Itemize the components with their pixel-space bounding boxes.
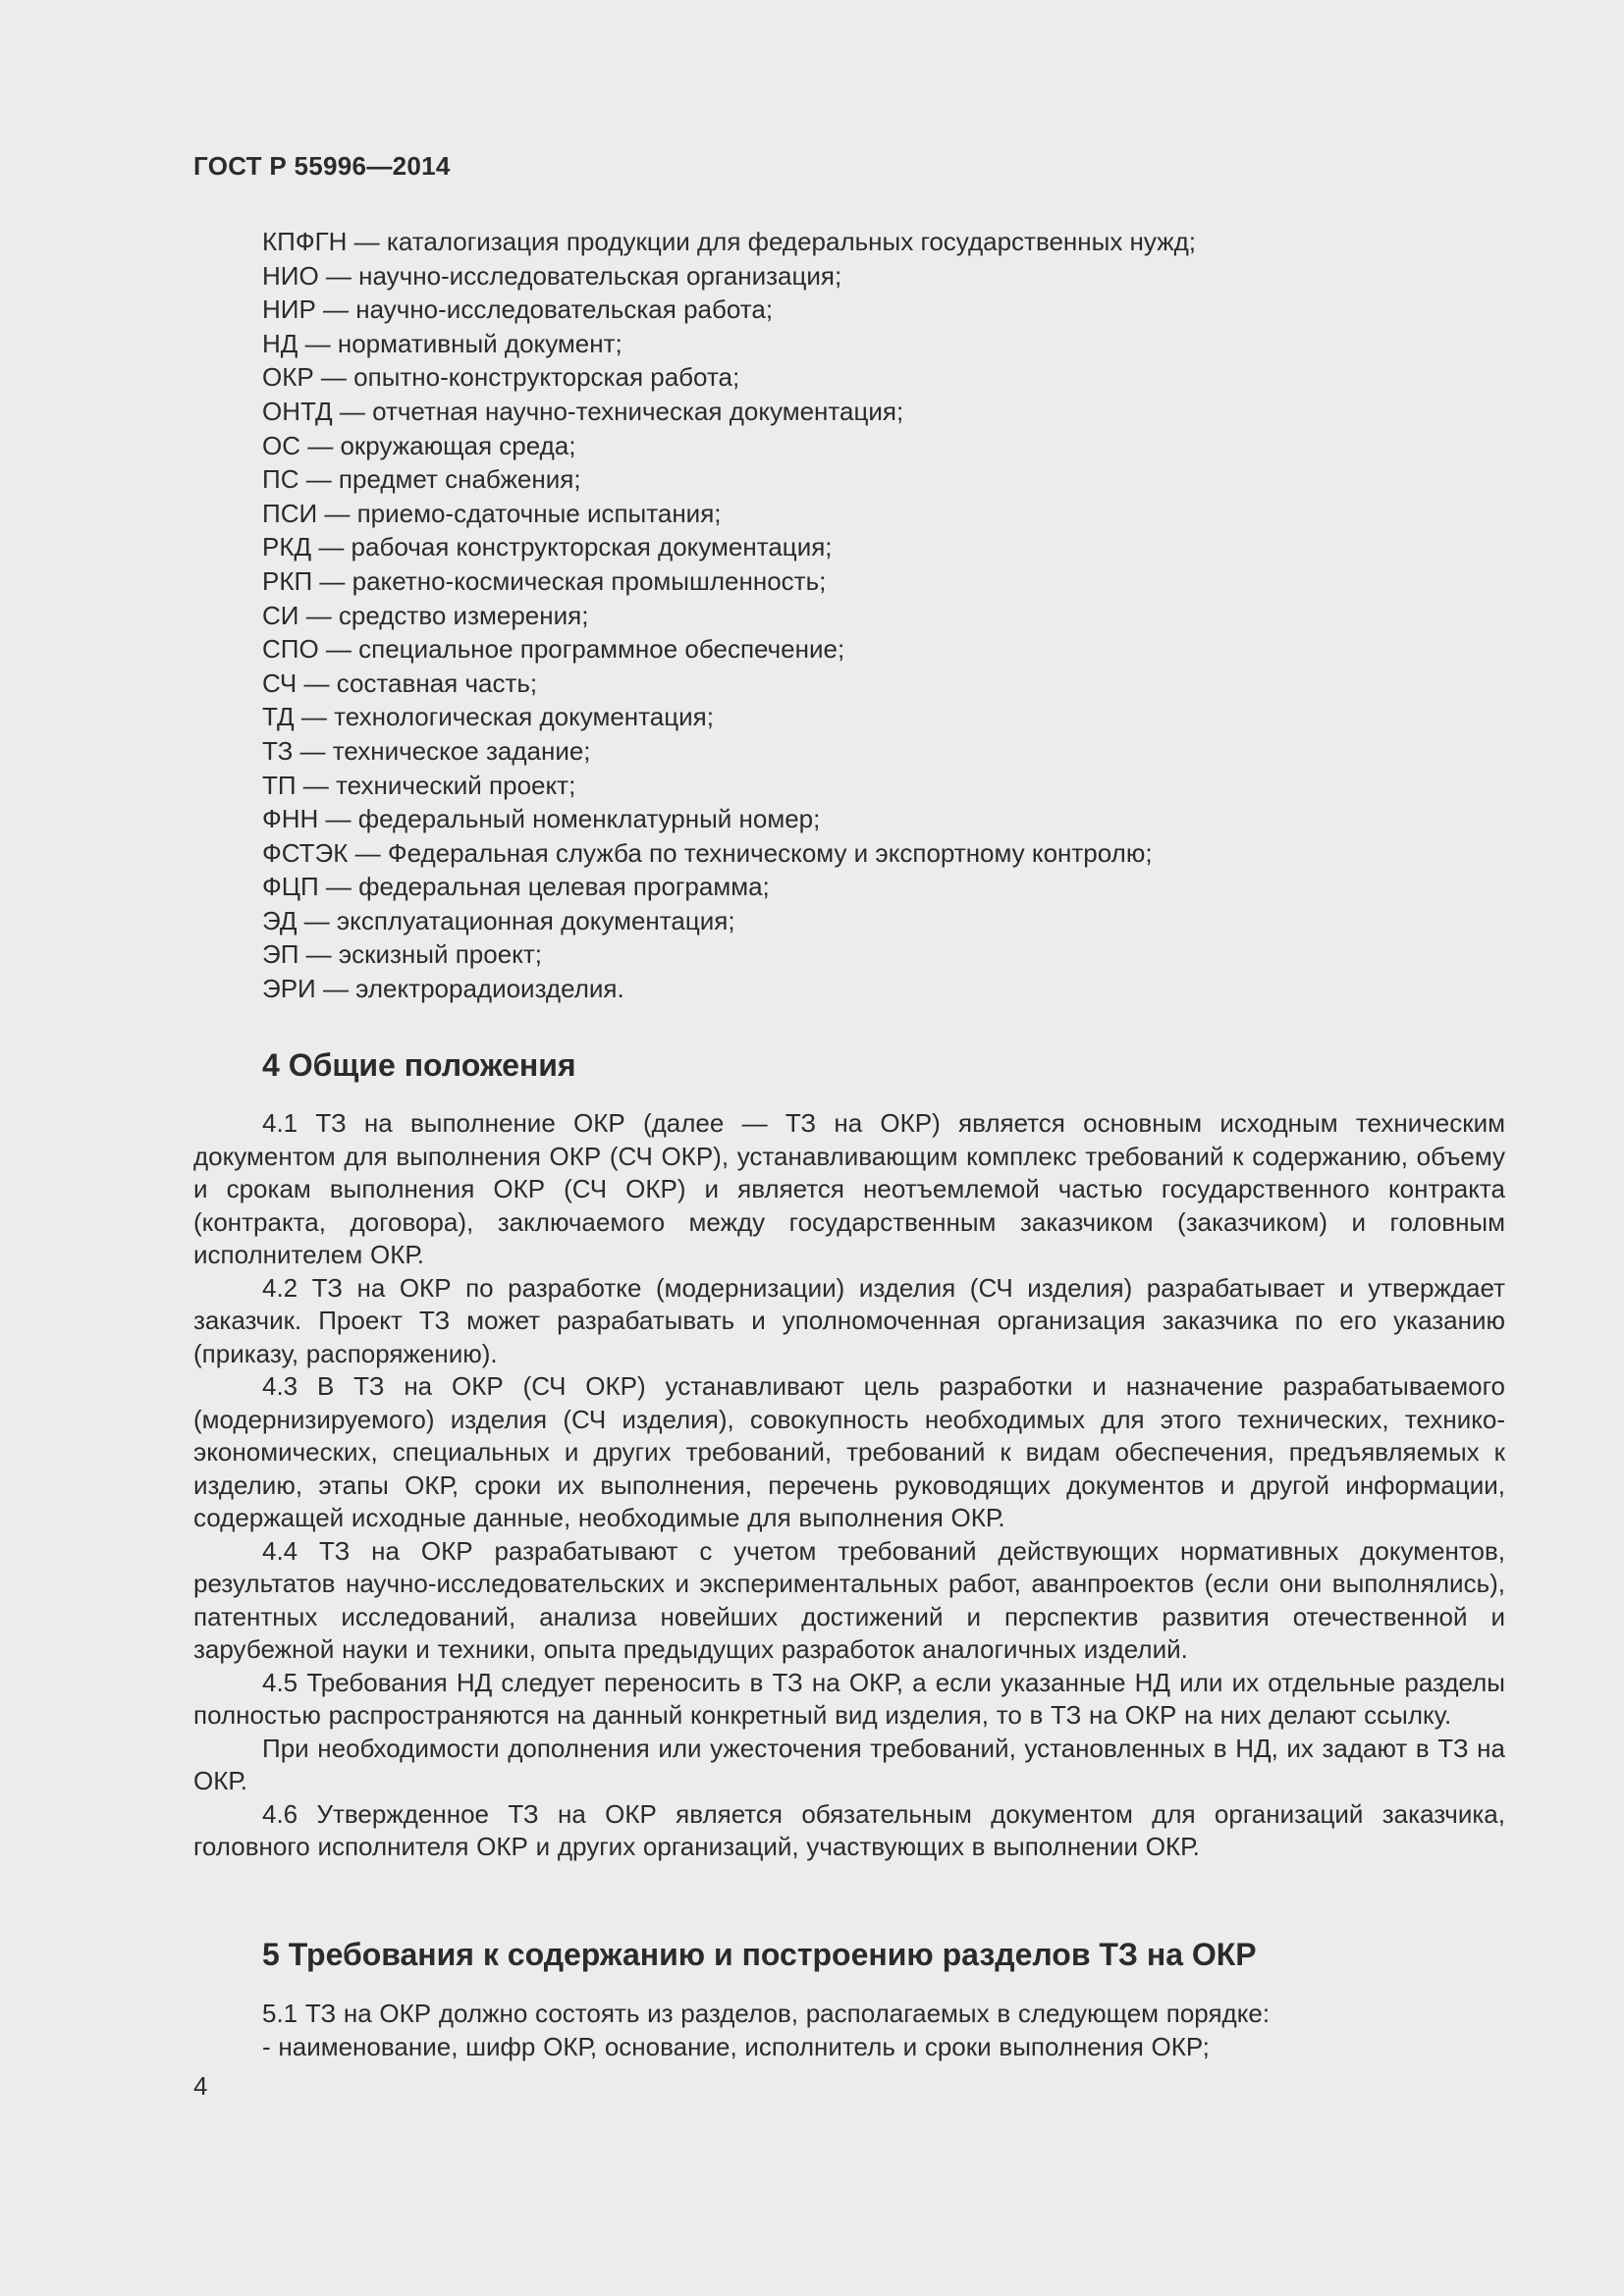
paragraph-4-3: 4.3 В ТЗ на ОКР (СЧ ОКР) устанавливают цель разработки и назначение разрабатываемого (модернизируемого) изделия (СЧ изделия), совокупность необходимых для этого технических, технико-экономических, специальных и других требований, требований к видам обеспечения, предъявляемых к изделию, этапы ОКР, сроки их выполнения, перечень руководящих документов и другой информации, содержащей исходные данные, необходимые для выполнения ОКР. <box>193 1371 1505 1532</box>
paragraph-4-4: 4.4 ТЗ на ОКР разрабатывают с учетом требований действующих нормативных документов, результатов научно-исследовательских и экспериментальных работ, аванпроектов (если они выполнялись), патентных исследований, анализа новейших достижений и перспектив развития отечественной и зарубежной науки и техники, опыта предыдущих разработок аналогичных изделий. <box>193 1535 1505 1664</box>
abbreviation-item: КПФГН — каталогизация продукции для федеральных государственных нужд; <box>262 227 1196 256</box>
abbreviation-item: РКД — рабочая конструкторская документация; <box>262 532 833 562</box>
abbreviation-item: НИО — научно-исследовательская организация; <box>262 260 842 291</box>
abbreviation-item: НД — нормативный документ; <box>262 328 623 358</box>
abbreviation-item: ЭП — эскизный проект; <box>262 939 542 970</box>
abbreviation-item: ПСИ — приемо-сдаточные испытания; <box>262 498 722 528</box>
page-number: 4 <box>193 2071 208 2101</box>
abbreviation-item: ЭД — эксплуатационная документация; <box>262 905 735 935</box>
abbreviation-item: ЭРИ — электрорадиоизделия. <box>262 974 624 1004</box>
abbreviation-item: ФНН — федеральный номенклатурный номер; <box>262 804 821 834</box>
paragraph-4-2: 4.2 ТЗ на ОКР по разработке (модернизации) изделия (СЧ изделия) разрабатывает и утверждает заказчик. Проект ТЗ может разрабатывать и уполномоченная организация заказчика по его указанию (приказу, распоряжению). <box>193 1272 1505 1368</box>
paragraph-4-5: 4.5 Требования НД следует переносить в ТЗ на ОКР, а если указанные НД или их отдельные разделы полностью распространяются на данный конкретный вид изделия, то в ТЗ на ОКР на них делают ссылку. <box>193 1667 1505 1730</box>
abbreviation-item: НИР — научно-исследовательская работа; <box>262 294 774 325</box>
abbreviation-item: ПС — предмет снабжения; <box>262 464 581 495</box>
abbreviation-item: ОС — окружающая среда; <box>262 430 576 460</box>
abbreviation-item: СЧ — составная часть; <box>262 667 538 698</box>
section-5-heading: 5 Требования к содержанию и построению разделов ТЗ на ОКР <box>262 1937 1257 1972</box>
section-5-body <box>193 1997 1505 2063</box>
abbreviation-item: ОНТД — отчетная научно-техническая документация; <box>262 396 904 426</box>
abbreviation-item: ФСТЭК — Федеральная служба по техническому и экспортному контролю; <box>262 837 1153 868</box>
abbreviation-item: СИ — средство измерения; <box>262 600 589 630</box>
section-4-heading: 4 Общие положения <box>262 1047 576 1083</box>
paragraph-4-1: 4.1 ТЗ на выполнение ОКР (далее — ТЗ на ОКР) является основным исходным техническим документом для выполнения ОКР (СЧ ОКР), устанавливающим комплекс требований к содержанию, объему и срокам выполнения ОКР (СЧ ОКР) и является неотъемлемой частью государственного контракта (контракта, договора), заключаемого между государственным заказчиком (заказчиком) и головным исполнителем ОКР. <box>193 1108 1505 1269</box>
abbreviation-item: ТЗ — техническое задание; <box>262 735 591 766</box>
abbreviation-item: СПО — специальное программное обеспечение; <box>262 634 845 665</box>
abbreviation-item: ТД — технологическая документация; <box>262 702 714 732</box>
list-item: - наименование, шифр ОКР, основание, исполнитель и сроки выполнения ОКР; <box>262 2032 1210 2061</box>
paragraph-4-6: 4.6 Утвержденное ТЗ на ОКР является обязательным документом для организаций заказчика, головного исполнителя ОКР и других организаций, участвующих в выполнении ОКР. <box>193 1798 1505 1861</box>
abbreviation-item: ОКР — опытно-конструкторская работа; <box>262 362 740 393</box>
paragraph-5-1: 5.1 ТЗ на ОКР должно состоять из разделов, располагаемых в следующем порядке: <box>262 1999 1271 2028</box>
abbreviation-item: ФЦП — федеральная целевая программа; <box>262 872 770 902</box>
abbreviation-item: ТП — технический проект; <box>262 770 576 800</box>
paragraph-4-5-continued: При необходимости дополнения или ужесточения требований, установленных в НД, их задают в ТЗ на ОКР. <box>193 1733 1505 1795</box>
abbreviation-list <box>262 225 1196 1006</box>
document-header: ГОСТ Р 55996—2014 <box>193 151 451 181</box>
abbreviation-item: РКП — ракетно-космическая промышленность; <box>262 565 827 596</box>
section-4-body <box>193 1107 1505 1864</box>
